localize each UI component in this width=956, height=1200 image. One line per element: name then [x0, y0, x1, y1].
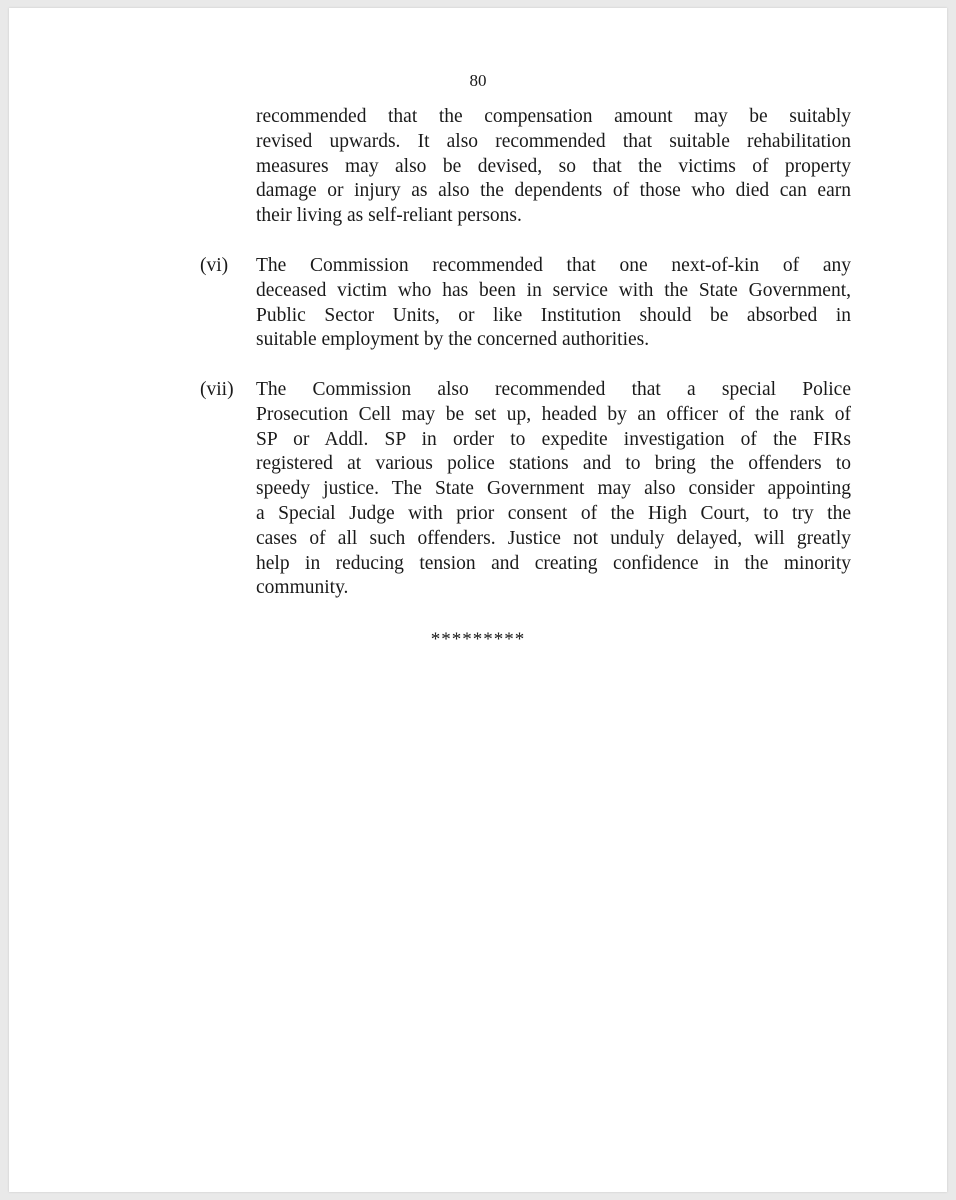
- text-line: help in reducing tension and creating confidence in the minority: [256, 552, 851, 574]
- text-line: suitable employment by the concerned authorities.: [256, 329, 650, 351]
- text-line: their living as self-reliant persons.: [256, 205, 522, 227]
- document-page: [9, 8, 947, 1192]
- page-number: 80: [469, 71, 487, 90]
- text-line: registered at various police stations and to bring the offenders to: [256, 453, 851, 475]
- end-of-section-mark: *********: [430, 629, 526, 650]
- list-marker-vii: (vii): [200, 379, 234, 400]
- text-line: community.: [256, 577, 349, 599]
- text-line: damage or injury as also the dependents of those who died can earn: [256, 180, 851, 202]
- text-line: Prosecution Cell may be set up, headed by an officer of the rank of: [256, 403, 851, 425]
- text-line: The Commission also recommended that a special Police: [256, 379, 851, 400]
- text-line: Public Sector Units, or like Institution should be absorbed in: [256, 304, 851, 326]
- text-line: cases of all such offenders. Justice not unduly delayed, will greatly: [256, 527, 851, 549]
- continuation-paragraph: [256, 105, 851, 229]
- text-line: deceased victim who has been in service with the State Government,: [256, 279, 851, 301]
- text-line: measures may also be devised, so that the victims of property: [256, 155, 851, 177]
- list-item-vii: [256, 378, 851, 601]
- text-line: speedy justice. The State Government may also consider appointing: [256, 478, 851, 500]
- text-line: revised upwards. It also recommended that suitable rehabilitation: [256, 130, 851, 152]
- text-line: recommended that the compensation amount may be suitably: [256, 106, 851, 127]
- text-line: The Commission recommended that one next-of-kin of any: [256, 255, 851, 276]
- list-marker-vi: (vi): [200, 255, 229, 276]
- list-item-vi: [256, 254, 851, 353]
- text-line: SP or Addl. SP in order to expedite investigation of the FIRs: [256, 428, 851, 450]
- text-line: a Special Judge with prior consent of the High Court, to try the: [256, 502, 851, 524]
